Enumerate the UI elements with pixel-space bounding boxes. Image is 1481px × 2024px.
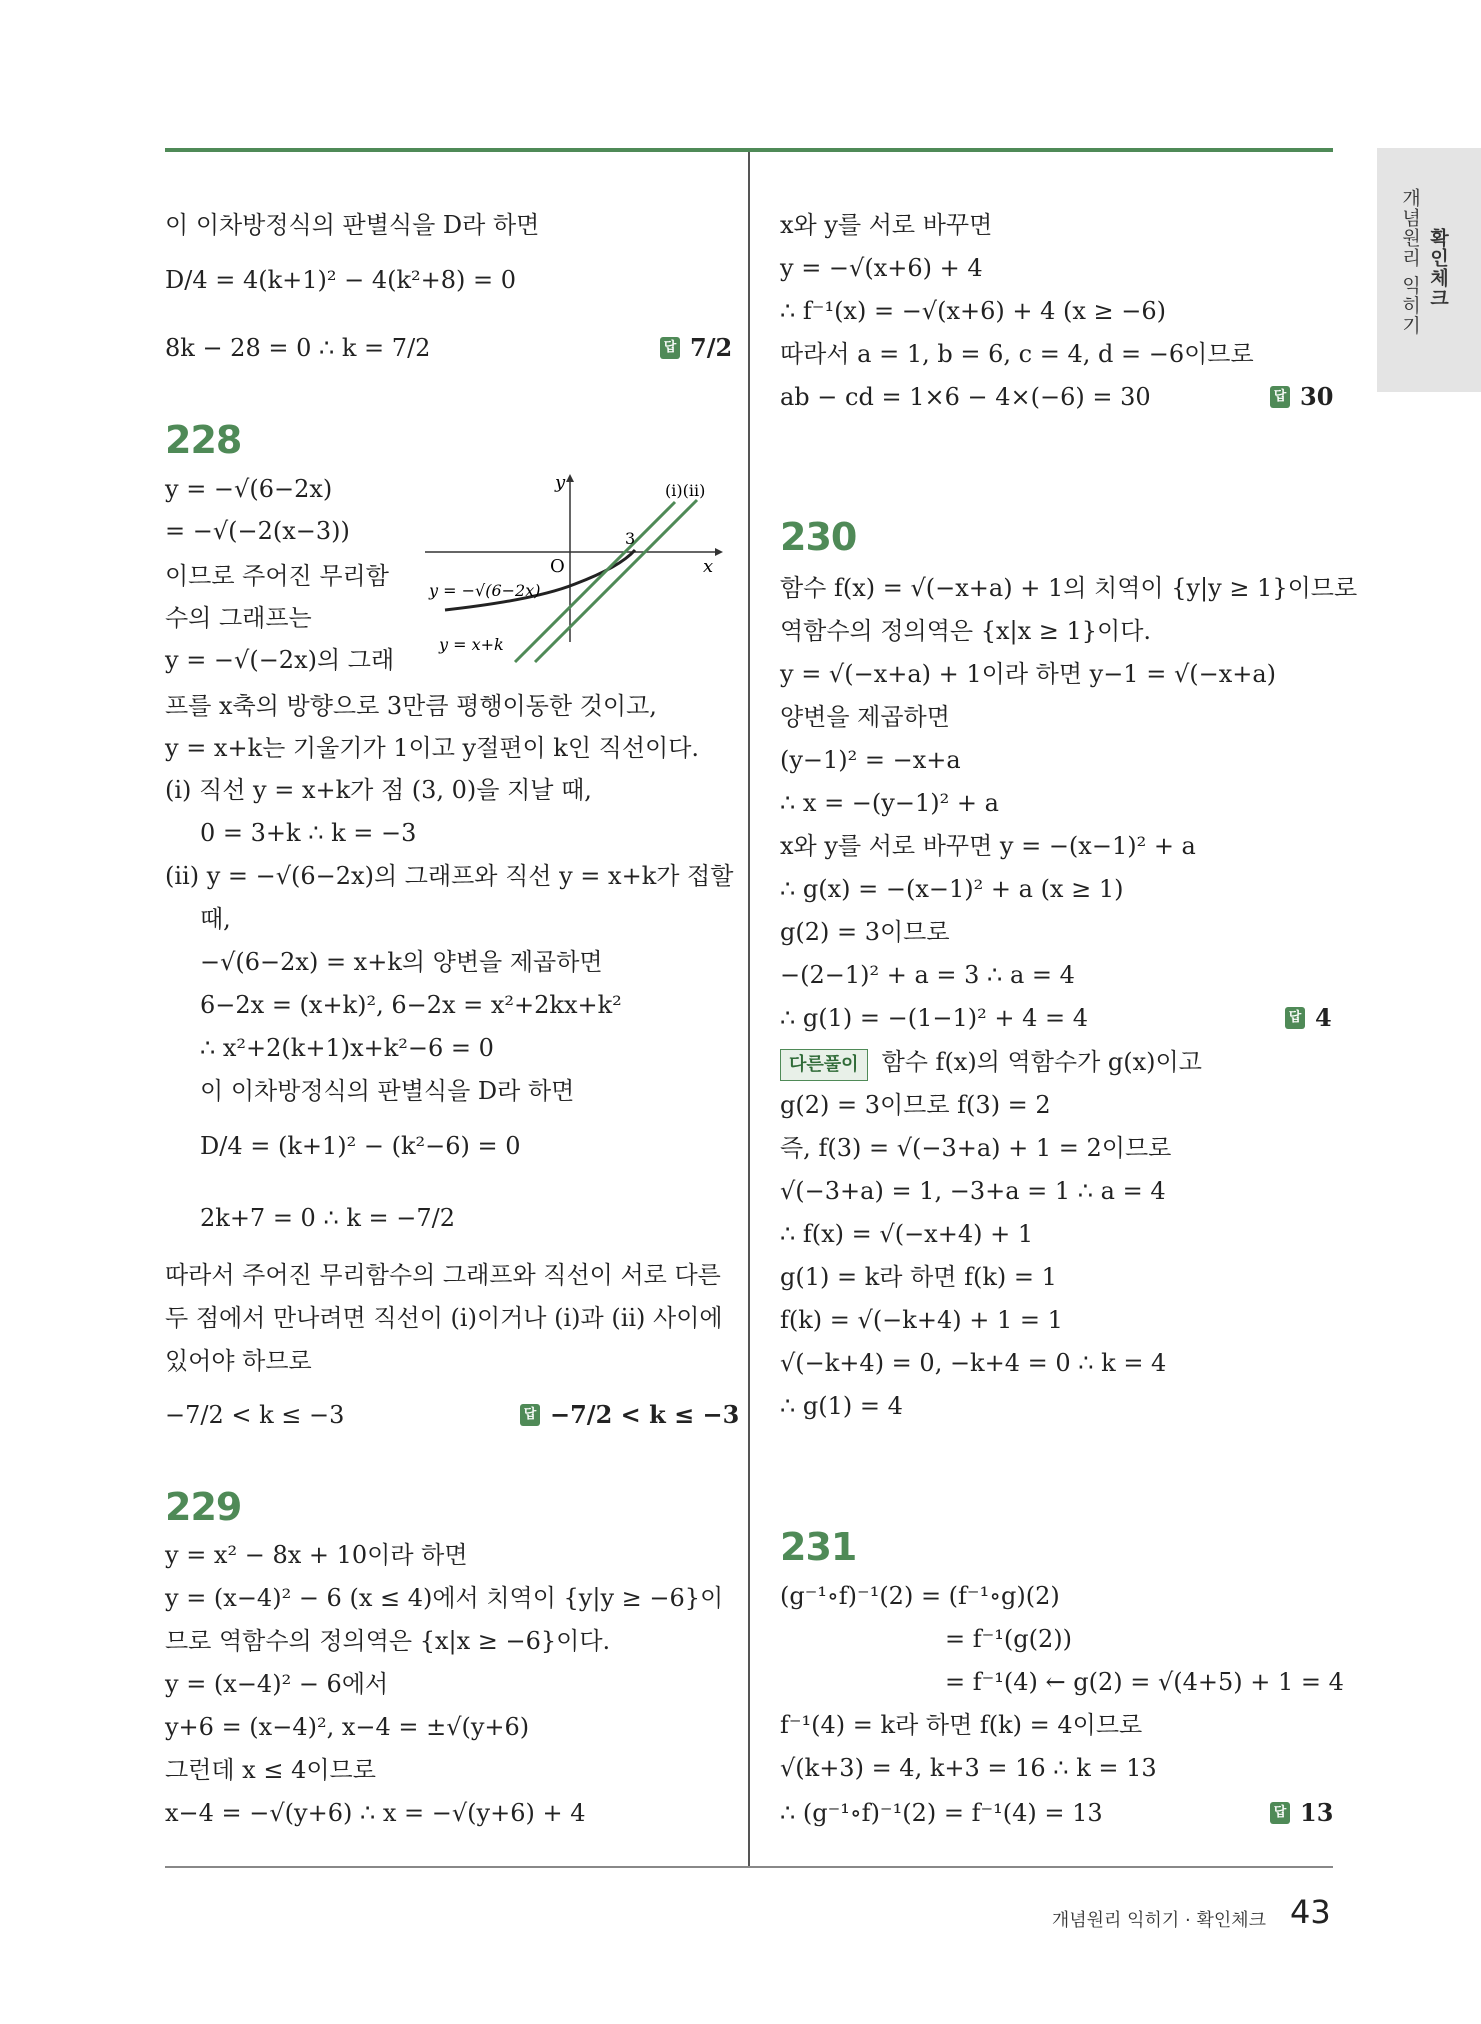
- answer-badge: 답: [1270, 1802, 1290, 1824]
- text-line: 6−2x = (x+k)², 6−2x = x²+2kx+k²: [200, 991, 622, 1019]
- problem-number: 228: [165, 418, 242, 462]
- text-line: y = x+k는 기울기가 1이고 y절편이 k인 직선이다.: [165, 734, 700, 762]
- side-tab-sublabel: 확인체크: [1427, 228, 1449, 308]
- cases-label: (ⅰ)(ⅱ): [665, 481, 706, 500]
- text-line: y = (x−4)² − 6 (x ≤ 4)에서 치역이 {y|y ≥ −6}이: [165, 1584, 724, 1612]
- text-line: = f⁻¹(4) ← g(2) = √(4+5) + 1 = 4: [945, 1668, 1344, 1696]
- text-line: D/4 = 4(k+1)² − 4(k²+8) = 0: [165, 266, 517, 294]
- answer-badge: 답: [660, 337, 680, 359]
- text-line: 이 이차방정식의 판별식을 D라 하면: [200, 1077, 575, 1105]
- curve-label: y = −√(6−2x): [429, 581, 541, 600]
- answer-value: 13: [1300, 1798, 1334, 1827]
- column-divider: [748, 152, 750, 1868]
- text-line: g(2) = 3이므로: [780, 918, 950, 946]
- text-line: y = −√(−2x)의 그래: [165, 646, 395, 674]
- text-line: 함수 f(x) = √(−x+a) + 1의 치역이 {y|y ≥ 1}이므로: [780, 574, 1358, 602]
- answer: [520, 1400, 739, 1429]
- text-line: 함수 f(x)의 역함수가 g(x)이고: [881, 1048, 1202, 1076]
- alt-solution-header: [780, 1047, 1202, 1081]
- answer-badge: 답: [520, 1404, 540, 1426]
- text-line: ∴ g(1) = −(1−1)² + 4 = 4: [780, 1004, 1089, 1032]
- text-line: (y−1)² = −x+a: [780, 746, 961, 774]
- text-line: g(1) = k라 하면 f(k) = 1: [780, 1263, 1057, 1291]
- text-line: ∴ x²+2(k+1)x+k²−6 = 0: [200, 1034, 494, 1062]
- text-line: f⁻¹(4) = k라 하면 f(k) = 4이므로: [780, 1711, 1143, 1739]
- y-label: y: [555, 472, 566, 493]
- answer: [660, 333, 732, 362]
- text-line: ab − cd = 1×6 − 4×(−6) = 30: [780, 383, 1151, 411]
- text-line: 역함수의 정의역은 {x|x ≥ 1}이다.: [780, 617, 1152, 645]
- text-line: y = −√(6−2x): [165, 475, 333, 503]
- text-line: √(−k+4) = 0, −k+4 = 0 ∴ k = 4: [780, 1349, 1167, 1377]
- text-line: 8k − 28 = 0 ∴ k = 7/2: [165, 334, 431, 362]
- x-axis-arrow: [715, 548, 723, 556]
- footer-section-title: 개념원리 익히기 · 확인체크: [1051, 1910, 1266, 1931]
- text-line: 있어야 하므로: [165, 1347, 312, 1375]
- side-tab-label: 개념원리 익히기: [1399, 188, 1421, 336]
- text-line: x와 y를 서로 바꾸면 y = −(x−1)² + a: [780, 832, 1196, 860]
- text-line: −7/2 < k ≤ −3: [165, 1401, 345, 1429]
- answer: [1285, 1003, 1332, 1032]
- problem-number: 231: [780, 1525, 857, 1569]
- alt-solution-tag: 다른풀이: [780, 1049, 868, 1081]
- section-side-tab[interactable]: [1377, 148, 1481, 392]
- text-line: √(−3+a) = 1, −3+a = 1 ∴ a = 4: [780, 1177, 1166, 1205]
- text-line: = −√(−2(x−3)): [165, 517, 350, 545]
- text-line: (g⁻¹∘f)⁻¹(2) = (f⁻¹∘g)(2): [780, 1582, 1060, 1610]
- text-line: −(2−1)² + a = 3 ∴ a = 4: [780, 961, 1075, 989]
- text-line: √(k+3) = 4, k+3 = 16 ∴ k = 13: [780, 1754, 1157, 1782]
- text-line: 즉, f(3) = √(−3+a) + 1 = 2이므로: [780, 1134, 1172, 1162]
- text-line: 2k+7 = 0 ∴ k = −7/2: [200, 1204, 455, 1232]
- text-line: g(2) = 3이므로 f(3) = 2: [780, 1091, 1051, 1119]
- y-axis-arrow: [566, 474, 574, 482]
- answer-value: 7/2: [690, 333, 733, 362]
- text-line: f(k) = √(−k+4) + 1 = 1: [780, 1306, 1063, 1334]
- answer: [1270, 382, 1333, 411]
- answer-badge: 답: [1285, 1007, 1305, 1029]
- text-line: −√(6−2x) = x+k의 양변을 제곱하면: [200, 948, 603, 976]
- text-line: y = x² − 8x + 10이라 하면: [165, 1541, 468, 1569]
- text-line: ∴ x = −(y−1)² + a: [780, 789, 999, 817]
- text-line: ∴ f⁻¹(x) = −√(x+6) + 4 (x ≥ −6): [780, 297, 1167, 325]
- text-line: 이므로 주어진 무리함: [165, 562, 389, 590]
- text-line: 때,: [200, 905, 231, 933]
- text-line: ∴ f(x) = √(−x+4) + 1: [780, 1220, 1034, 1248]
- text-line: (ⅰ) 직선 y = x+k가 점 (3, 0)을 지날 때,: [165, 776, 592, 804]
- problem-number: 230: [780, 515, 857, 559]
- text-line: 그런데 x ≤ 4이므로: [165, 1756, 376, 1784]
- text-line: y = √(−x+a) + 1이라 하면 y−1 = √(−x+a): [780, 660, 1277, 688]
- graph-228: [425, 472, 725, 672]
- text-line: (ⅱ) y = −√(6−2x)의 그래프와 직선 y = x+k가 접할: [165, 862, 734, 890]
- text-line: ∴ (g⁻¹∘f)⁻¹(2) = f⁻¹(4) = 13: [780, 1799, 1103, 1827]
- text-line: 양변을 제곱하면: [780, 703, 950, 731]
- text-line: ∴ g(1) = 4: [780, 1392, 903, 1420]
- origin-label: O: [550, 556, 565, 577]
- answer-badge: 답: [1270, 386, 1290, 408]
- text-line: 0 = 3+k ∴ k = −3: [200, 819, 417, 847]
- answer: [1270, 1798, 1333, 1827]
- text-line: x−4 = −√(y+6) ∴ x = −√(y+6) + 4: [165, 1799, 586, 1827]
- bottom-rule: [165, 1866, 1333, 1868]
- line-label: y = x+k: [439, 635, 504, 654]
- text-line: 프를 x축의 방향으로 3만큼 평행이동한 것이고,: [165, 692, 657, 720]
- text-line: ∴ g(x) = −(x−1)² + a (x ≥ 1): [780, 875, 1124, 903]
- text-line: y+6 = (x−4)², x−4 = ±√(y+6): [165, 1713, 530, 1741]
- text-line: 므로 역함수의 정의역은 {x|x ≥ −6}이다.: [165, 1627, 611, 1655]
- page-number: 43: [1290, 1893, 1331, 1931]
- text-line: y = (x−4)² − 6에서: [165, 1670, 389, 1698]
- tick-three-label: 3: [625, 529, 636, 548]
- text-line: y = −√(x+6) + 4: [780, 254, 983, 282]
- x-label: x: [703, 556, 714, 577]
- curve-sqrt: [445, 550, 635, 610]
- answer-value: 4: [1315, 1003, 1332, 1032]
- text-line: 따라서 주어진 무리함수의 그래프와 직선이 서로 다른: [165, 1261, 721, 1289]
- text-line: 이 이차방정식의 판별식을 D라 하면: [165, 211, 540, 239]
- problem-number: 229: [165, 1485, 242, 1529]
- answer-value: 30: [1300, 382, 1334, 411]
- text-line: = f⁻¹(g(2)): [945, 1625, 1072, 1653]
- text-line: x와 y를 서로 바꾸면: [780, 211, 993, 239]
- text-line: 두 점에서 만나려면 직선이 (ⅰ)이거나 (ⅰ)과 (ⅱ) 사이에: [165, 1304, 723, 1332]
- text-line: D/4 = (k+1)² − (k²−6) = 0: [200, 1132, 521, 1160]
- answer-value: −7/2 < k ≤ −3: [550, 1400, 740, 1429]
- text-line: 수의 그래프는: [165, 604, 312, 632]
- text-line: 따라서 a = 1, b = 6, c = 4, d = −6이므로: [780, 340, 1254, 368]
- line-case-2: [535, 500, 697, 662]
